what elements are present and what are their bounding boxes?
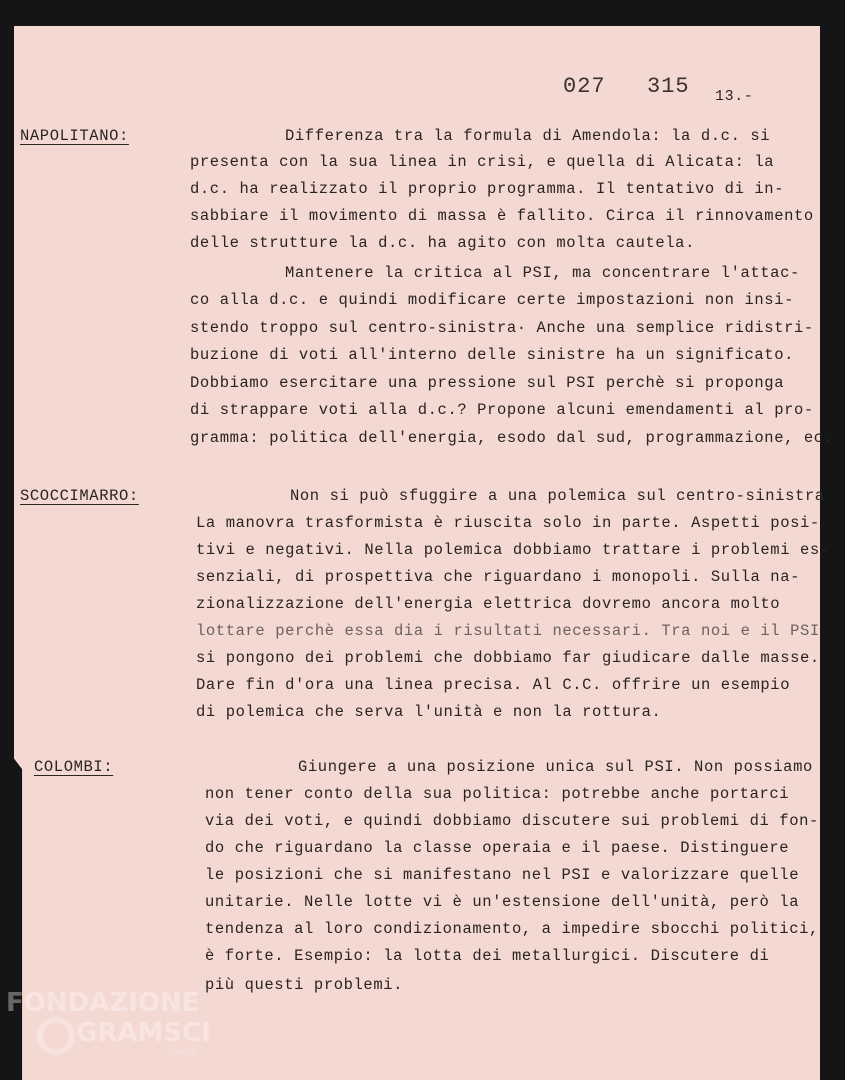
document-number-a: 027 bbox=[563, 74, 606, 99]
text-line: Dobbiamo esercitare una pressione sul PSI perchè si proponga bbox=[190, 374, 785, 392]
text-line: è forte. Esempio: la lotta dei metallurgici. Discutere di bbox=[205, 947, 770, 965]
text-line: non tener conto della sua politica: potrebbe anche portarci bbox=[205, 785, 790, 803]
text-line: di strappare voti alla d.c.? Propone alcuni emendamenti al pro- bbox=[190, 401, 814, 419]
text-line: le posizioni che si manifestano nel PSI e valorizzare quelle bbox=[205, 866, 800, 884]
text-line: co alla d.c. e quindi modificare certe impostazioni non insi- bbox=[190, 291, 794, 309]
watermark-line2: GRAMSCI bbox=[76, 1018, 211, 1048]
text-line: stendo troppo sul centro-sinistra· Anche una semplice ridistri- bbox=[190, 319, 814, 337]
text-line: presenta con la sua linea in crisi, e quella di Alicata: la bbox=[190, 153, 775, 171]
text-line: si pongono dei problemi che dobbiamo far giudicare dalle masse. bbox=[196, 649, 820, 667]
text-line: do che riguardano la classe operaia e il paese. Distinguere bbox=[205, 839, 790, 857]
text-line: più questi problemi. bbox=[205, 976, 404, 994]
text-line: d.c. ha realizzato il proprio programma. Il tentativo di in- bbox=[190, 180, 785, 198]
text-line: buzione di voti all'interno delle sinistre ha un significato. bbox=[190, 346, 794, 364]
watermark-line1: FONDAZIONE bbox=[6, 988, 200, 1018]
text-line: Mantenere la critica al PSI, ma concentrare l'attac- bbox=[285, 264, 800, 282]
watermark-small: ONLUS bbox=[169, 1048, 197, 1057]
text-line: delle strutture la d.c. ha agito con molta cautela. bbox=[190, 234, 695, 252]
text-line: Differenza tra la formula di Amendola: la d.c. si bbox=[285, 127, 771, 145]
text-line: senziali, di prospettiva che riguardano i monopoli. Sulla na- bbox=[196, 568, 800, 586]
text-line: lottare perchè essa dia i risultati necessari. Tra noi e il PSI bbox=[196, 622, 820, 640]
text-line: via dei voti, e quindi dobbiamo discutere sui problemi di fon- bbox=[205, 812, 819, 830]
text-line: tivi e negativi. Nella polemica dobbiamo trattare i problemi es- bbox=[196, 541, 830, 559]
text-line: unitarie. Nelle lotte vi è un'estensione dell'unità, però la bbox=[205, 893, 800, 911]
text-line: La manovra trasformista è riuscita solo in parte. Aspetti posi- bbox=[196, 514, 820, 532]
document-number-b: 315 bbox=[647, 74, 690, 99]
text-line: Giungere a una posizione unica sul PSI. Non possiamo bbox=[298, 758, 813, 776]
text-line: tendenza al loro condizionamento, a impedire sbocchi politici, bbox=[205, 920, 819, 938]
text-line: zionalizzazione dell'energia elettrica dovremo ancora molto bbox=[196, 595, 781, 613]
text-line: gramma: politica dell'energia, esodo dal sud, programmazione, ec. bbox=[190, 429, 834, 447]
text-line: sabbiare il movimento di massa è fallito. Circa il rinnovamento bbox=[190, 207, 814, 225]
speaker-colombi: COLOMBI: bbox=[34, 758, 114, 776]
text-line: di polemica che serva l'unità e non la rottura. bbox=[196, 703, 662, 721]
text-line: Non si può sfuggire a una polemica sul centro-sinistra bbox=[290, 487, 825, 505]
page-number: 13.- bbox=[715, 88, 754, 105]
gramsci-logo-icon bbox=[36, 1016, 76, 1056]
speaker-napolitano: NAPOLITANO: bbox=[20, 127, 129, 145]
text-line: Dare fin d'ora una linea precisa. Al C.C. offrire un esempio bbox=[196, 676, 791, 694]
fondazione-gramsci-watermark bbox=[6, 988, 216, 1078]
speaker-scoccimarro: SCOCCIMARRO: bbox=[20, 487, 139, 505]
